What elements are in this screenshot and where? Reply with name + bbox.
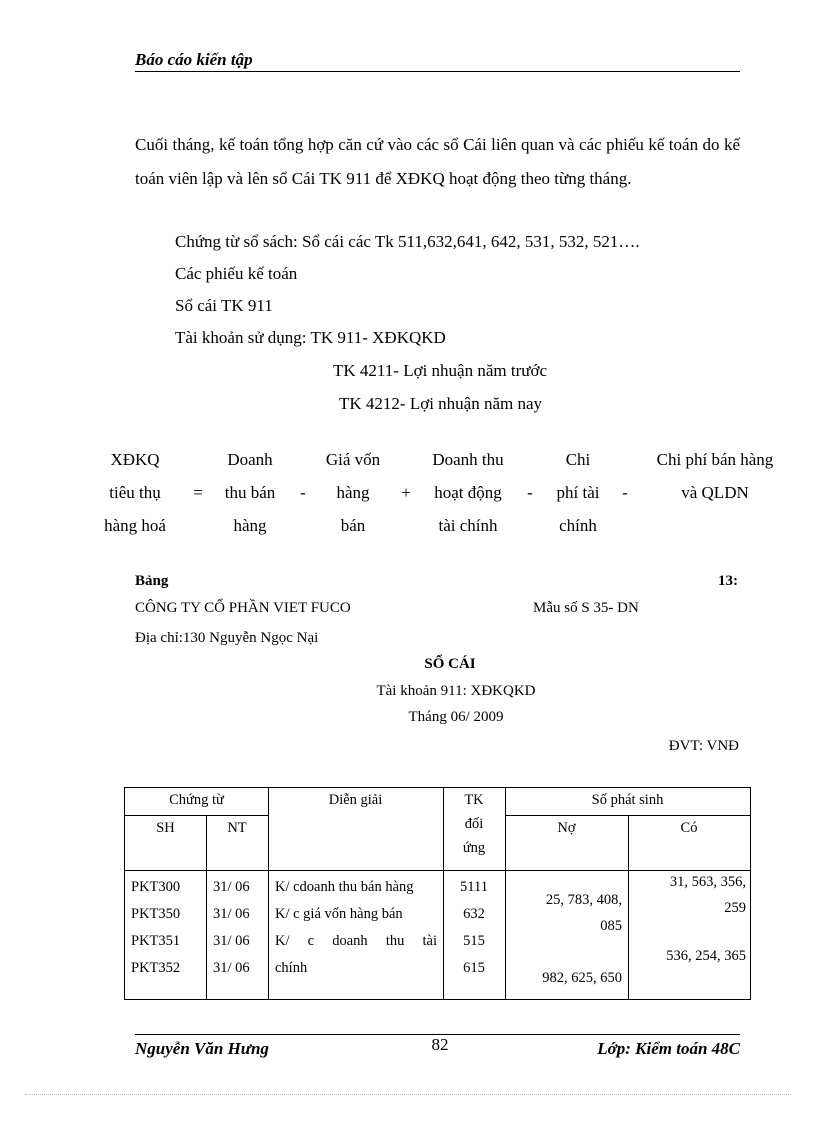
formula-text: Chi: [565, 450, 591, 469]
tk4211-line: TK 4211- Lợi nhuận năm trước: [333, 361, 547, 380]
header-description: Diễn giải: [328, 792, 383, 808]
table-cell: 515: [463, 933, 485, 949]
header-sh: SH: [156, 820, 175, 836]
col-tk: [443, 874, 505, 982]
table-number: 13:: [718, 573, 738, 589]
table-divider: [125, 815, 268, 816]
credit-value: 536, 254, 365: [666, 948, 746, 964]
ledger-account: Tài khoản 911: XĐKQKD: [376, 683, 536, 699]
intro-paragraph: Cuối tháng, kế toán tổng hợp căn cứ vào các sổ Cái liên quan và các phiếu kế toán do kế toán viên lập và lên sổ Cái TK 911 để XĐKQ hoạt động theo từng tháng.: [135, 135, 740, 188]
table-label: Bảng: [135, 573, 169, 589]
formula-term-selling-admin: [640, 450, 790, 503]
table-cell: chính: [275, 960, 308, 976]
table-cell: 615: [463, 960, 485, 976]
formula-text: tiêu thụ: [109, 483, 161, 502]
formula-text: Giá vốn: [325, 450, 381, 469]
ledger-month: Tháng 06/ 2009: [408, 709, 504, 725]
footer-class: Lớp: Kiểm toán 48C: [597, 1039, 740, 1058]
tk4212-line: TK 4212- Lợi nhuận năm nay: [339, 394, 543, 413]
formula-operator-equals: =: [193, 483, 203, 502]
ledger-title: SỔ CÁI: [424, 656, 476, 672]
formula-text: phí tài: [556, 483, 600, 502]
formula-text: và QLDN: [681, 483, 749, 502]
col-sh: [131, 874, 180, 982]
header-tk-line: TK: [464, 792, 484, 808]
table-cell: K/ c doanh thu tài: [275, 933, 437, 949]
formula-text: thu bán: [224, 483, 276, 502]
formula-operator-plus: +: [401, 483, 411, 502]
formula-operator-minus: -: [622, 483, 628, 502]
form-code: Mẫu số S 35- DN: [533, 600, 639, 616]
formula-term-result: [90, 450, 180, 536]
header-tk-line: đối: [464, 816, 484, 832]
formula-text: Doanh thu: [432, 450, 504, 469]
table-cell: 31/ 06: [213, 933, 250, 949]
footer-author: Nguyễn Văn Hưng: [135, 1039, 269, 1058]
formula-term-cogs: [308, 450, 398, 536]
formula-operator-minus: -: [527, 483, 533, 502]
formula-term-revenue: [205, 450, 295, 536]
formula-text: Doanh: [227, 450, 273, 469]
intro-line-vouchers: Chứng từ sổ sách: Sổ cái các Tk 511,632,641, 642, 531, 532, 521….: [175, 232, 640, 251]
formula-text: XĐKQ: [110, 450, 160, 469]
formula-text: hàng hoá: [104, 516, 166, 535]
col-description: [275, 874, 437, 982]
table-cell: PKT351: [131, 933, 181, 949]
table-cell: K/ cdoanh thu bán hàng: [275, 879, 414, 895]
credit-value: 259: [724, 900, 746, 916]
header-nt: NT: [227, 820, 247, 836]
header-voucher: Chứng từ: [169, 792, 224, 808]
table-cell: K/ c giá vốn hàng bán: [275, 906, 403, 922]
formula-operator-minus: -: [300, 483, 306, 502]
page-number: 82: [431, 1035, 449, 1054]
currency-unit: ĐVT: VNĐ: [668, 738, 739, 754]
page-header-title: Báo cáo kiến tập: [135, 50, 253, 69]
formula-text: Chi phí bán hàng: [656, 450, 774, 469]
formula-term-financial-revenue: [418, 450, 518, 536]
debit-value: 25, 783, 408,: [545, 892, 622, 908]
intro-line-ledger: Sổ cái TK 911: [175, 296, 273, 315]
ledger-table: [124, 787, 751, 1000]
formula-term-financial-cost: [538, 450, 618, 536]
debit-value: 982, 625, 650: [542, 970, 622, 986]
table-divider: [206, 815, 207, 999]
header-credit: Có: [680, 820, 698, 836]
formula-text: tài chính: [438, 516, 498, 535]
header-tk: [443, 788, 505, 860]
formula-text: hàng: [233, 516, 267, 535]
table-cell: 5111: [460, 879, 488, 895]
intro-line-account: Tài khoản sử dụng: TK 911- XĐKQKD: [175, 328, 446, 347]
table-divider: [268, 788, 269, 999]
table-divider: [505, 815, 750, 816]
intro-line-slips: Các phiếu kế toán: [175, 264, 298, 283]
table-cell: PKT350: [131, 906, 181, 922]
page-bottom-border: [25, 1094, 791, 1095]
table-cell: 31/ 06: [213, 906, 250, 922]
formula-text: chính: [559, 516, 597, 535]
header-amount: Số phát sinh: [591, 792, 664, 808]
table-cell: PKT352: [131, 960, 181, 976]
formula-text: hàng: [336, 483, 370, 502]
table-cell: 31/ 06: [213, 960, 250, 976]
header-rule: [135, 71, 740, 72]
table-cell: PKT300: [131, 879, 181, 895]
table-divider: [628, 815, 629, 999]
credit-value: 31, 563, 356,: [669, 874, 746, 890]
table-divider: [125, 870, 750, 871]
header-debit: Nợ: [557, 820, 576, 836]
debit-value: 085: [600, 918, 622, 934]
formula-text: hoạt động: [434, 483, 502, 502]
company-address: Địa chỉ:130 Nguyễn Ngọc Nại: [135, 630, 319, 646]
col-nt: [213, 874, 250, 982]
table-cell: 632: [463, 906, 485, 922]
formula-text: bán: [340, 516, 366, 535]
table-cell: 31/ 06: [213, 879, 250, 895]
header-tk-line: ứng: [462, 840, 486, 856]
company-name: CÔNG TY CỔ PHẦN VIET FUCO: [135, 600, 351, 616]
